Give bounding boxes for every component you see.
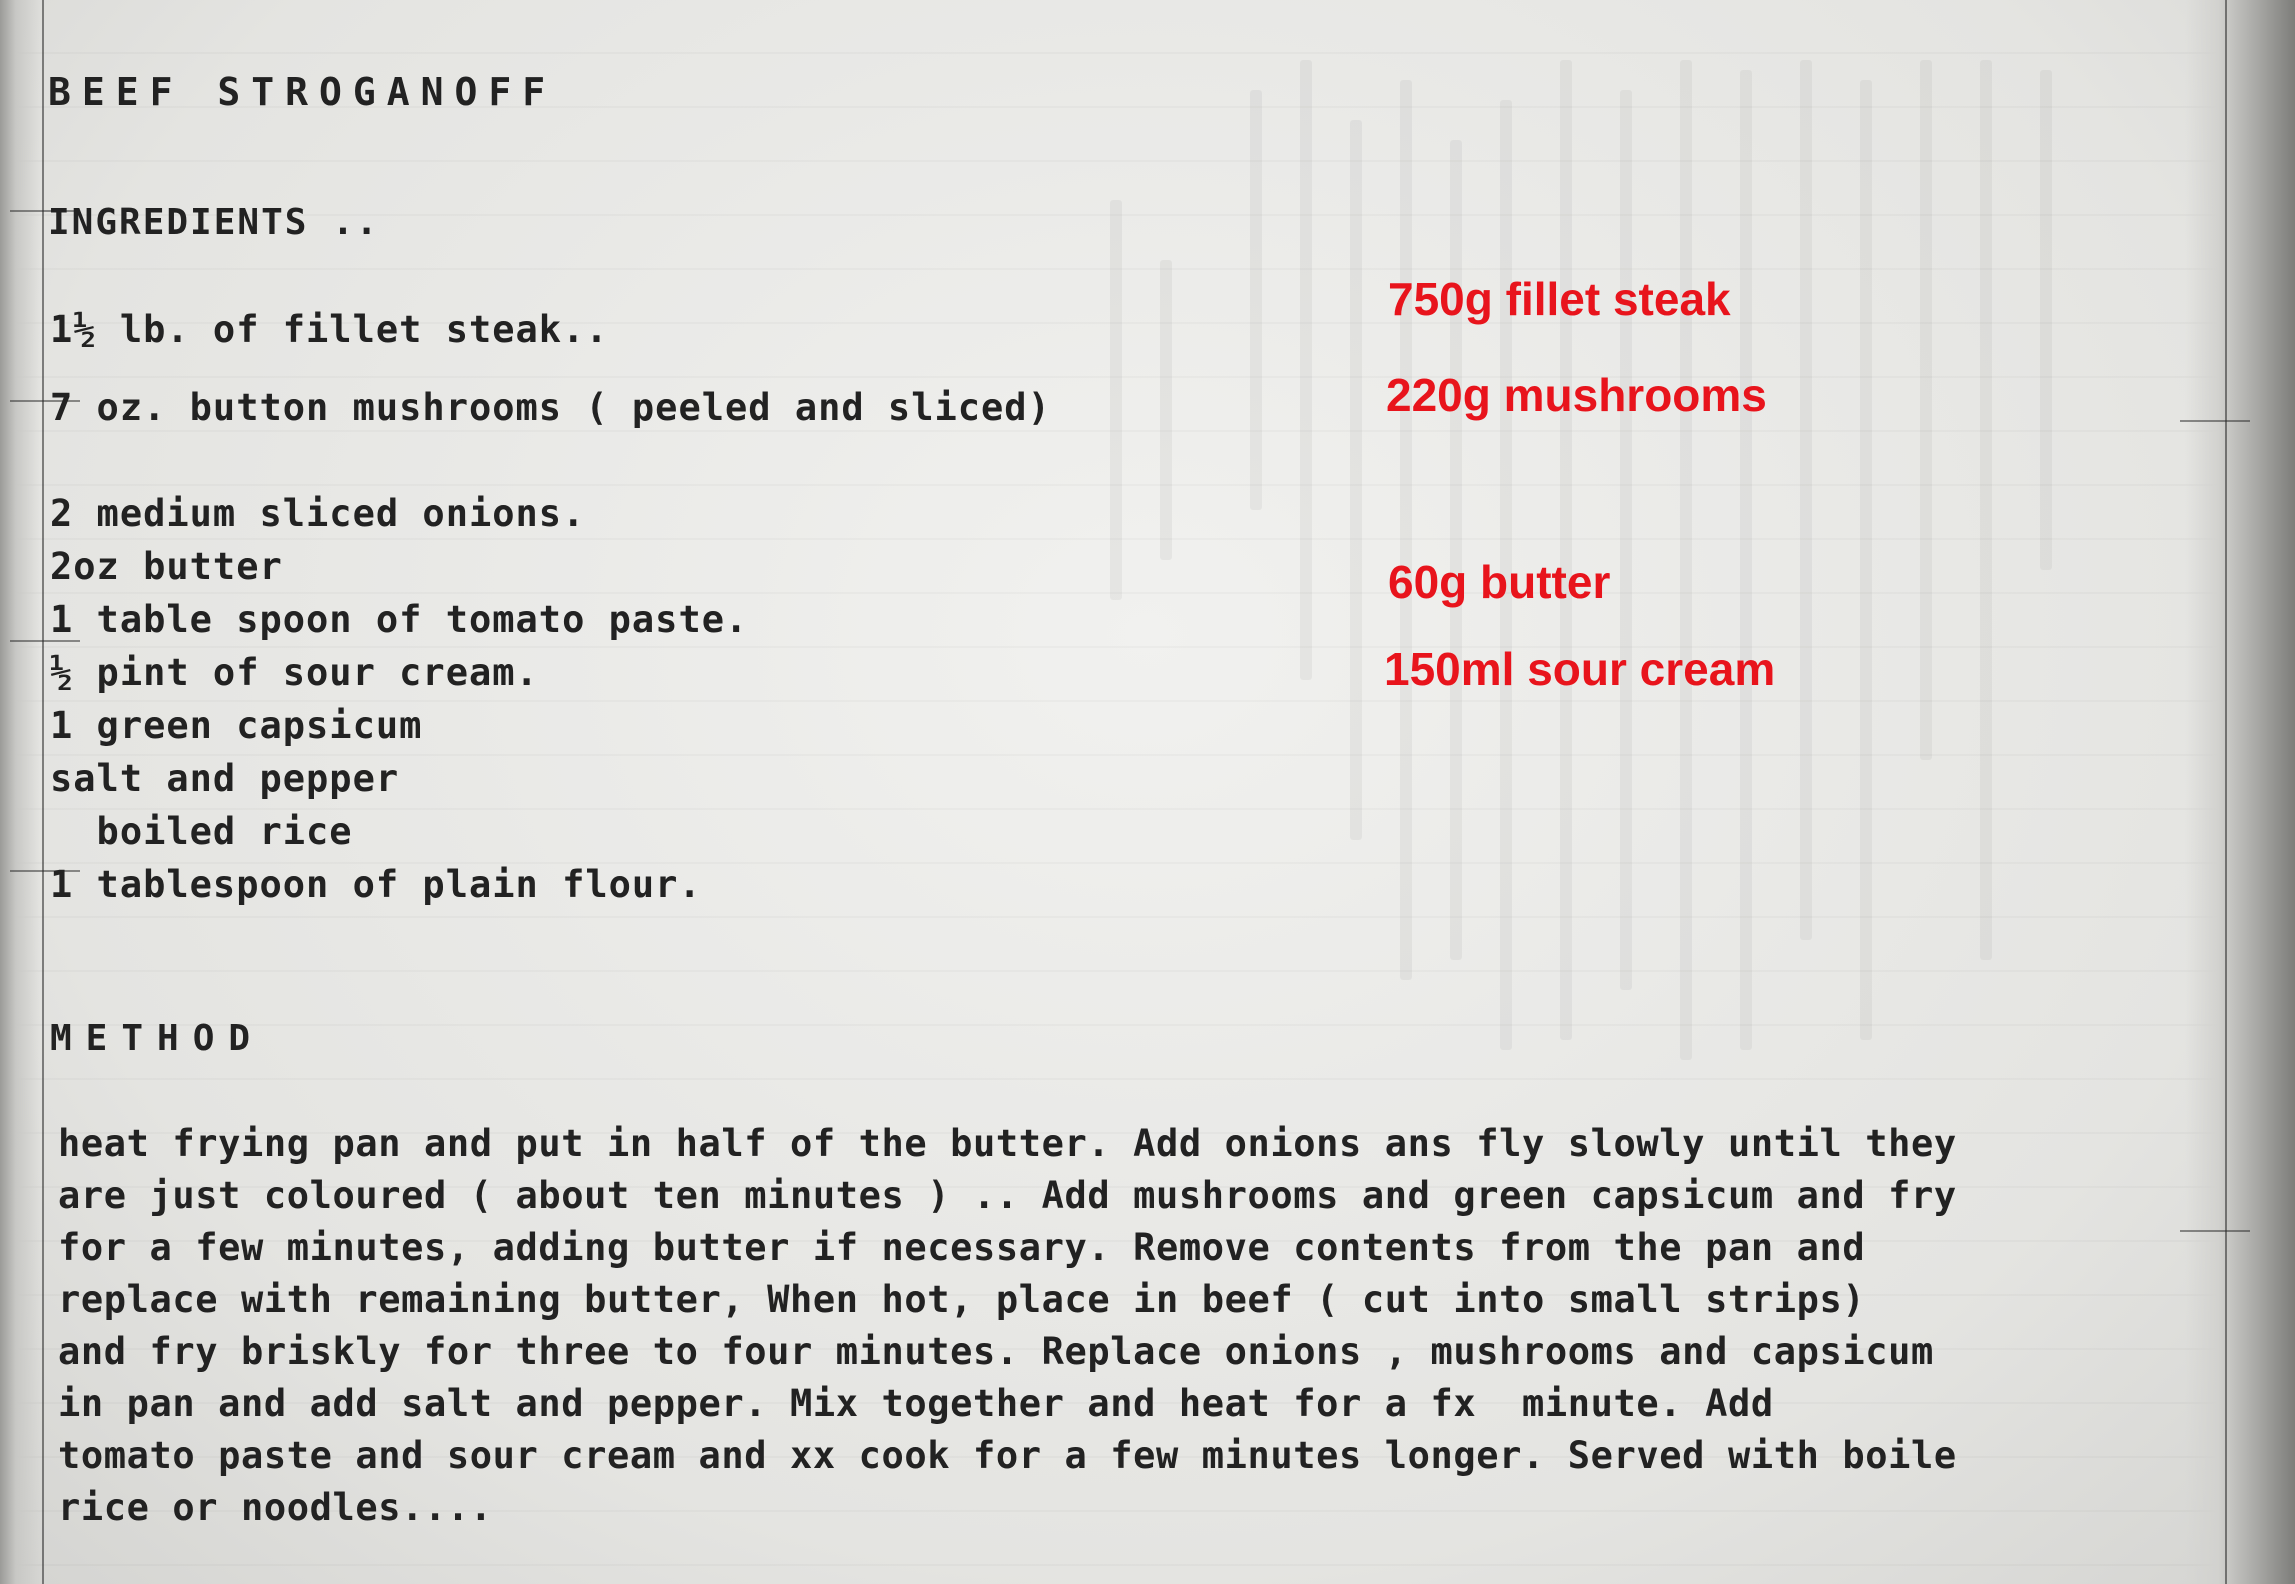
ingredient-item: 2oz butter xyxy=(50,545,283,588)
show-through-mark xyxy=(1860,80,1872,1040)
ingredient-item: 1 green capsicum xyxy=(50,704,423,747)
show-through-mark xyxy=(1620,90,1632,990)
ingredient-item: 7 oz. button mushrooms ( peeled and sliced) xyxy=(50,386,1051,429)
margin-line-left xyxy=(42,0,44,1584)
show-through-mark xyxy=(1450,140,1462,960)
ingredient-item: 1½ lb. of fillet steak.. xyxy=(50,308,609,351)
ingredient-item: 1 tablespoon of plain flour. xyxy=(50,863,702,906)
margin-tick xyxy=(2180,1230,2250,1232)
show-through-mark xyxy=(1350,120,1362,840)
show-through-mark xyxy=(1560,60,1572,1040)
method-heading: METHOD xyxy=(50,1018,265,1059)
ingredient-item: 2 medium sliced onions. xyxy=(50,492,586,535)
scanned-right-edge xyxy=(2185,0,2295,1584)
show-through-mark xyxy=(1300,60,1312,680)
method-line: heat frying pan and put in half of the butter. Add onions ans fly slowly until they xyxy=(58,1122,1957,1165)
annotation-butter: 60g butter xyxy=(1388,556,1611,608)
margin-line-right xyxy=(2225,0,2227,1584)
show-through-mark xyxy=(1110,200,1122,600)
recipe-title: BEEF STROGANOFF xyxy=(48,70,557,114)
margin-tick xyxy=(2180,420,2250,422)
annotation-fillet-steak: 750g fillet steak xyxy=(1388,273,1731,325)
show-through-mark xyxy=(1740,70,1752,1050)
show-through-mark xyxy=(1160,260,1172,560)
show-through-mark xyxy=(1250,90,1262,510)
method-line: rice or noodles.... xyxy=(58,1486,493,1529)
show-through-mark xyxy=(1980,60,1992,960)
method-line: tomato paste and sour cream and xx cook for a few minutes longer. Served with boile xyxy=(58,1434,1957,1477)
scanned-left-edge xyxy=(0,0,40,1584)
show-through-mark xyxy=(1800,60,1812,940)
ingredient-item: ½ pint of sour cream. xyxy=(50,651,539,694)
annotation-sour-cream: 150ml sour cream xyxy=(1384,643,1776,695)
ingredient-item: salt and pepper xyxy=(50,757,400,800)
ingredient-item: 1 table spoon of tomato paste. xyxy=(50,598,749,641)
method-line: replace with remaining butter, When hot, place in beef ( cut into small strips) xyxy=(58,1278,1866,1321)
method-line: in pan and add salt and pepper. Mix together and heat for a fx minute. Add xyxy=(58,1382,1774,1425)
annotation-mushrooms: 220g mushrooms xyxy=(1386,369,1767,421)
show-through-mark xyxy=(1680,60,1692,1060)
show-through-mark xyxy=(1920,60,1932,760)
show-through-mark xyxy=(1400,80,1412,980)
method-line: are just coloured ( about ten minutes ) .. Add mushrooms and green capsicum and fry xyxy=(58,1174,1957,1217)
show-through-mark xyxy=(2040,70,2052,570)
method-line: and fry briskly for three to four minutes. Replace onions , mushrooms and capsicum xyxy=(58,1330,1934,1373)
ingredient-item: boiled rice xyxy=(50,810,353,853)
method-line: for a few minutes, adding butter if necessary. Remove contents from the pan and xyxy=(58,1226,1866,1269)
ingredients-heading: INGREDIENTS .. xyxy=(48,202,380,243)
